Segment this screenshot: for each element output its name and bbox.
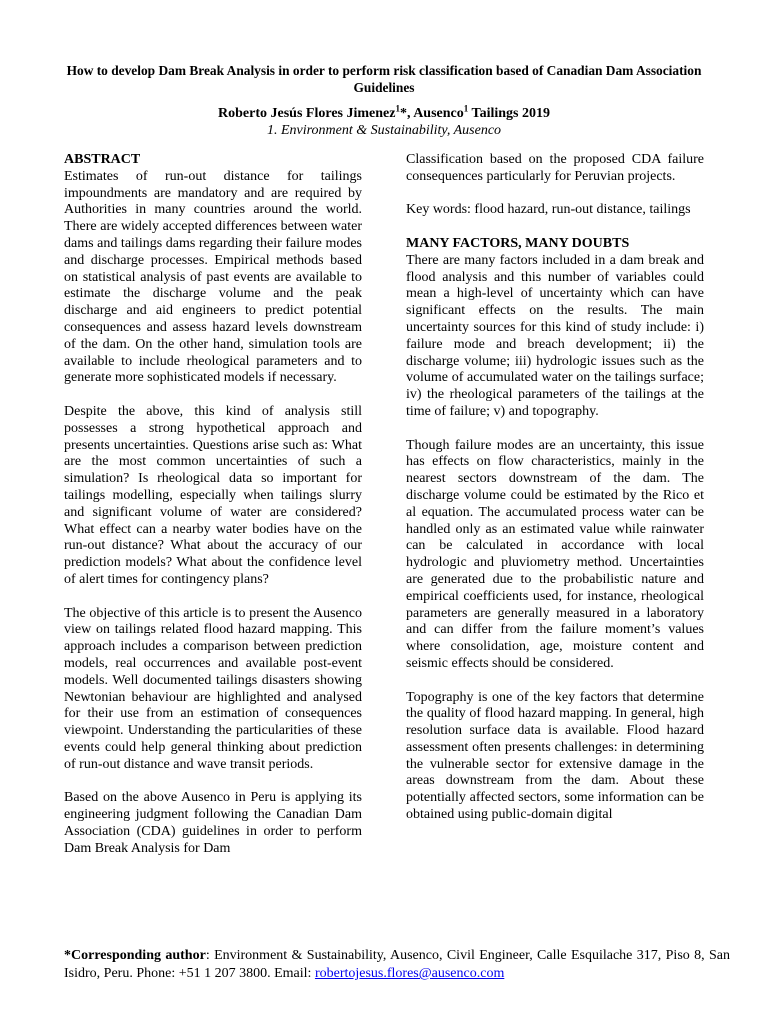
author-name: Roberto Jesús Flores Jimenez (218, 106, 396, 121)
abstract-paragraph-4: Based on the above Ausenco in Peru is applying its engineering judgment following the Canadian Dam Association (CDA) guidelines in order to perform Dam Break Analysis for Dam (64, 790, 362, 856)
section-paragraph-3: Topography is one of the key factors that determine the quality of flood hazard mapping. In general, high resolution surface data is available. Flood hazard assessment often presents challenges: in determining the vulnerable sector for extensive damage in the areas downstream from the dam. About these potentially affected sectors, some information can be obtained using public-domain digital (406, 689, 704, 823)
email-link[interactable]: robertojesus.flores@ausenco.com (314, 966, 505, 981)
footnote-text: : Environment & Sustainability, Ausenco, Civil Engineer, Calle Esquilache 317, Piso 8, San Isidro, Peru. Phone: +51 1 207 3800. Email: (64, 948, 731, 981)
paper-title: How to develop Dam Break Analysis in order to perform risk classification based of Canadian Dam Association Guidelines (66, 63, 702, 95)
author-corresponding-org: *, Ausenco (399, 106, 464, 121)
abstract-paragraph-1: Estimates of run-out distance for tailings impoundments are mandatory and are required by Authorities in many countries around the world. There are widely accepted differences between water dams and tailings dams regarding their failure modes and discharge processes. Empirical methods based on statistical analysis of past events are available to estimate the discharge volume and the peak discharge and aid engineers to predict potential consequences and assess hazard levels downstream of the dam. On the other hand, simulation tools are available to include rheological parameters and to generate more sophisticated models if necessary. (64, 168, 362, 386)
abstract-continuation: Classification based on the proposed CDA failure consequences particularly for Peruvian projects. (406, 152, 704, 184)
affiliation: 1. Environment & Sustainability, Ausenco (266, 123, 502, 138)
abstract-paragraph-2: Despite the above, this kind of analysis still possesses a strong hypothetical approach and presents uncertainties. Questions arise such as: What are the most common uncertainties of such a simulation? Is rheological data so important for tailings modelling, especially when tailings slurry and significant volume of water are considered? What effect can a nearby water bodies have on the run-out distance? What about the accuracy of our prediction models? What about the confidence level of alert times for contingency plans? (64, 403, 362, 587)
footnote-label: *Corresponding author (64, 948, 206, 963)
author-line (0, 105, 768, 122)
abstract-paragraph-3: The objective of this article is to present the Ausenco view on tailings related flood hazard mapping. This approach includes a comparison between prediction models, real occurrences and available post-event models. Well documented tailings disasters showing Newtonian behaviour are highlighted and analysed for their use from an estimation of consequences viewpoint. Understanding the particularities of these events could help general thinking about prediction of run-out distance and wave transit periods. (64, 605, 362, 772)
org-affiliation-mark: 1 (463, 103, 469, 114)
right-column (406, 152, 704, 824)
left-column (64, 152, 362, 857)
keywords: Key words: flood hazard, run-out distance, tailings (406, 202, 691, 218)
section-heading-many-factors: MANY FACTORS, MANY DOUBTS (406, 235, 630, 251)
section-paragraph-2: Though failure modes are an uncertainty, this issue has effects on flow characteristics, mainly in the nearest sectors downstream of the dam. The discharge volume could be estimated by the Rico et al equation. The accumulated process water can be handled only as an estimated value while rainwater can be calculated in accordance with local hydrologic and pluviometry method. Uncertainties are generated due to the probabilistic nature and empirical coefficients used, for instance, rheological parameters are generally measured in a laboratory and can differ from the failure moment’s values where consolidation, age, moisture content and seismic effects should be considered. (406, 437, 704, 671)
conference-label: Tailings 2019 (468, 106, 550, 121)
author-affiliation-mark: 1 (395, 103, 400, 114)
corresponding-author-footnote (64, 947, 730, 983)
section-paragraph-1: There are many factors included in a dam break and flood analysis and this number of variables could mean a high-level of uncertainty which can have significant effects on the results. The main uncertainty sources for this kind of study include: i) failure mode and breach development; ii) the discharge volume; iii) hydrologic issues such as the volume of accumulated water on the tailings surface; iv) the rheological parameters of the tailings at the time of failure; v) and topography. (406, 252, 704, 419)
abstract-heading: ABSTRACT (64, 152, 141, 167)
